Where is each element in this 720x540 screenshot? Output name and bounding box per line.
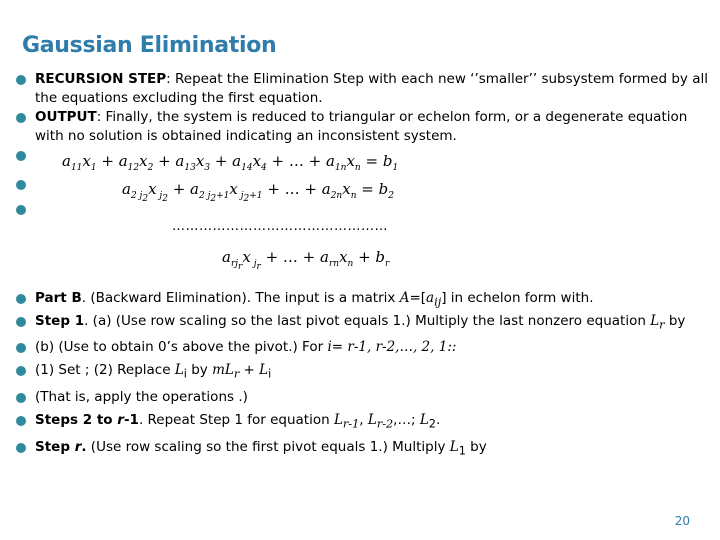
b-eq: =: [331, 339, 348, 356]
steps2-label: Steps 2 to: [35, 412, 118, 429]
i-symbol: i: [327, 339, 332, 356]
slide-title: Gaussian Elimination: [22, 33, 277, 58]
recursion-label: RECURSION STEP: [35, 71, 167, 87]
stepr-text: (Use row scaling so the first pivot equals 1.) Multiply: [86, 438, 450, 455]
l-symbol-3: L: [419, 412, 429, 429]
output-text: : Finally, the system is reduced to triangular or echelon form, or a degenerate equation with no solution is obtained indicating an inconsistent system.: [35, 109, 688, 144]
steps2-text: . Repeat Step 1 for equation: [138, 412, 334, 429]
equation-1-rendered: $a_{11}x_1 + a_{12}x_2 + a_{13}x_3 + a_{14}x_4$ + … + $a_{1n}x_n = b_1$: [62, 152, 399, 173]
equation-row-1: [62, 152, 398, 173]
equation-row-2: [122, 180, 394, 204]
partb-text: . (Backward Elimination). The input is a matrix: [81, 290, 400, 306]
equation-r-rendered: $a_{rj_r}x$ $_{j_r}$ + … + $a_{rn}x_n + b_r$: [222, 248, 390, 272]
recursion-text: : Repeat the Elimination Step with each new ‘’smaller’’ subsystem formed by all the equations excluding the first equation.: [35, 71, 708, 106]
l-symbol-2: L: [367, 412, 377, 429]
bullet-set-replace: [14, 361, 714, 384]
bullet-steps-2: [14, 411, 714, 434]
equation-2-rendered: $a_{2 j_2}x$ $_{j_2} + a_{2 j_2+1}x$ $_{j_2+1}$ + … + $a_{2n}x_n = b_2$: [122, 180, 394, 204]
bullet-recursion-step: [14, 70, 714, 108]
sub-2: 2: [428, 417, 436, 431]
stepr-by: by: [465, 438, 487, 455]
sep-1: ,: [359, 412, 368, 429]
bullet-step-1b: [14, 338, 714, 357]
b-range: r-1, r-2,…, 2, 1::: [347, 339, 457, 356]
ellipsis-row: …………………………………………: [172, 219, 388, 234]
bullet-step-1: [14, 312, 714, 335]
aij-symbol: a: [426, 290, 435, 306]
stepr-r: r: [74, 438, 82, 455]
lr-symbol: L: [650, 312, 660, 329]
set-text: (1) Set ; (2) Replace: [35, 362, 175, 379]
sub-r2: r-2: [376, 417, 394, 431]
l-symbol-1: L: [333, 412, 343, 429]
r-subscript: r: [659, 318, 665, 332]
step1-tail: by: [664, 312, 686, 329]
b-text: (b) (Use to obtain 0’s above the pivot.) For: [35, 339, 328, 356]
li-symbol-2: L: [259, 362, 269, 379]
r-subscript-2: r: [233, 368, 240, 382]
bullet-output: [14, 108, 714, 146]
l1-symbol: L: [449, 438, 459, 455]
ij-subscript: ij: [434, 295, 442, 309]
page-number: 20: [674, 514, 690, 528]
stepr-dot: .: [81, 438, 87, 455]
stepr-label: Step: [35, 438, 75, 455]
bullet-part-b: [14, 289, 714, 312]
plus-sign: +: [239, 362, 260, 379]
partb-tail: ] in echelon form with.: [441, 290, 594, 306]
step1-label: Step 1: [35, 312, 85, 329]
li-symbol: L: [174, 362, 184, 379]
bullet-step-r: [14, 438, 714, 461]
steps2-r: r: [117, 412, 124, 429]
matrix-symbol: A: [399, 290, 410, 306]
equation-row-r: [222, 248, 389, 272]
partb-label: Part B: [35, 290, 82, 306]
steps2-end: .: [435, 412, 441, 429]
step1-text: . (a) (Use row scaling so the last pivot equals 1.) Multiply the last nonzero equation: [84, 312, 651, 329]
set-by: by: [186, 362, 213, 379]
mlr-symbol: mL: [212, 362, 234, 379]
output-label: OUTPUT: [35, 109, 97, 125]
sep-2: ,…;: [393, 412, 420, 429]
sub-1: 1: [458, 444, 466, 458]
i-subscript-2: i: [268, 368, 272, 382]
bullet-that-is: [14, 388, 714, 407]
steps2-label2: -1: [123, 412, 139, 429]
thatis-text: (That is, apply the operations .): [35, 389, 248, 406]
sub-r1: r-1: [342, 417, 360, 431]
i-subscript: i: [183, 368, 187, 382]
partb-eq: =[: [409, 290, 427, 306]
